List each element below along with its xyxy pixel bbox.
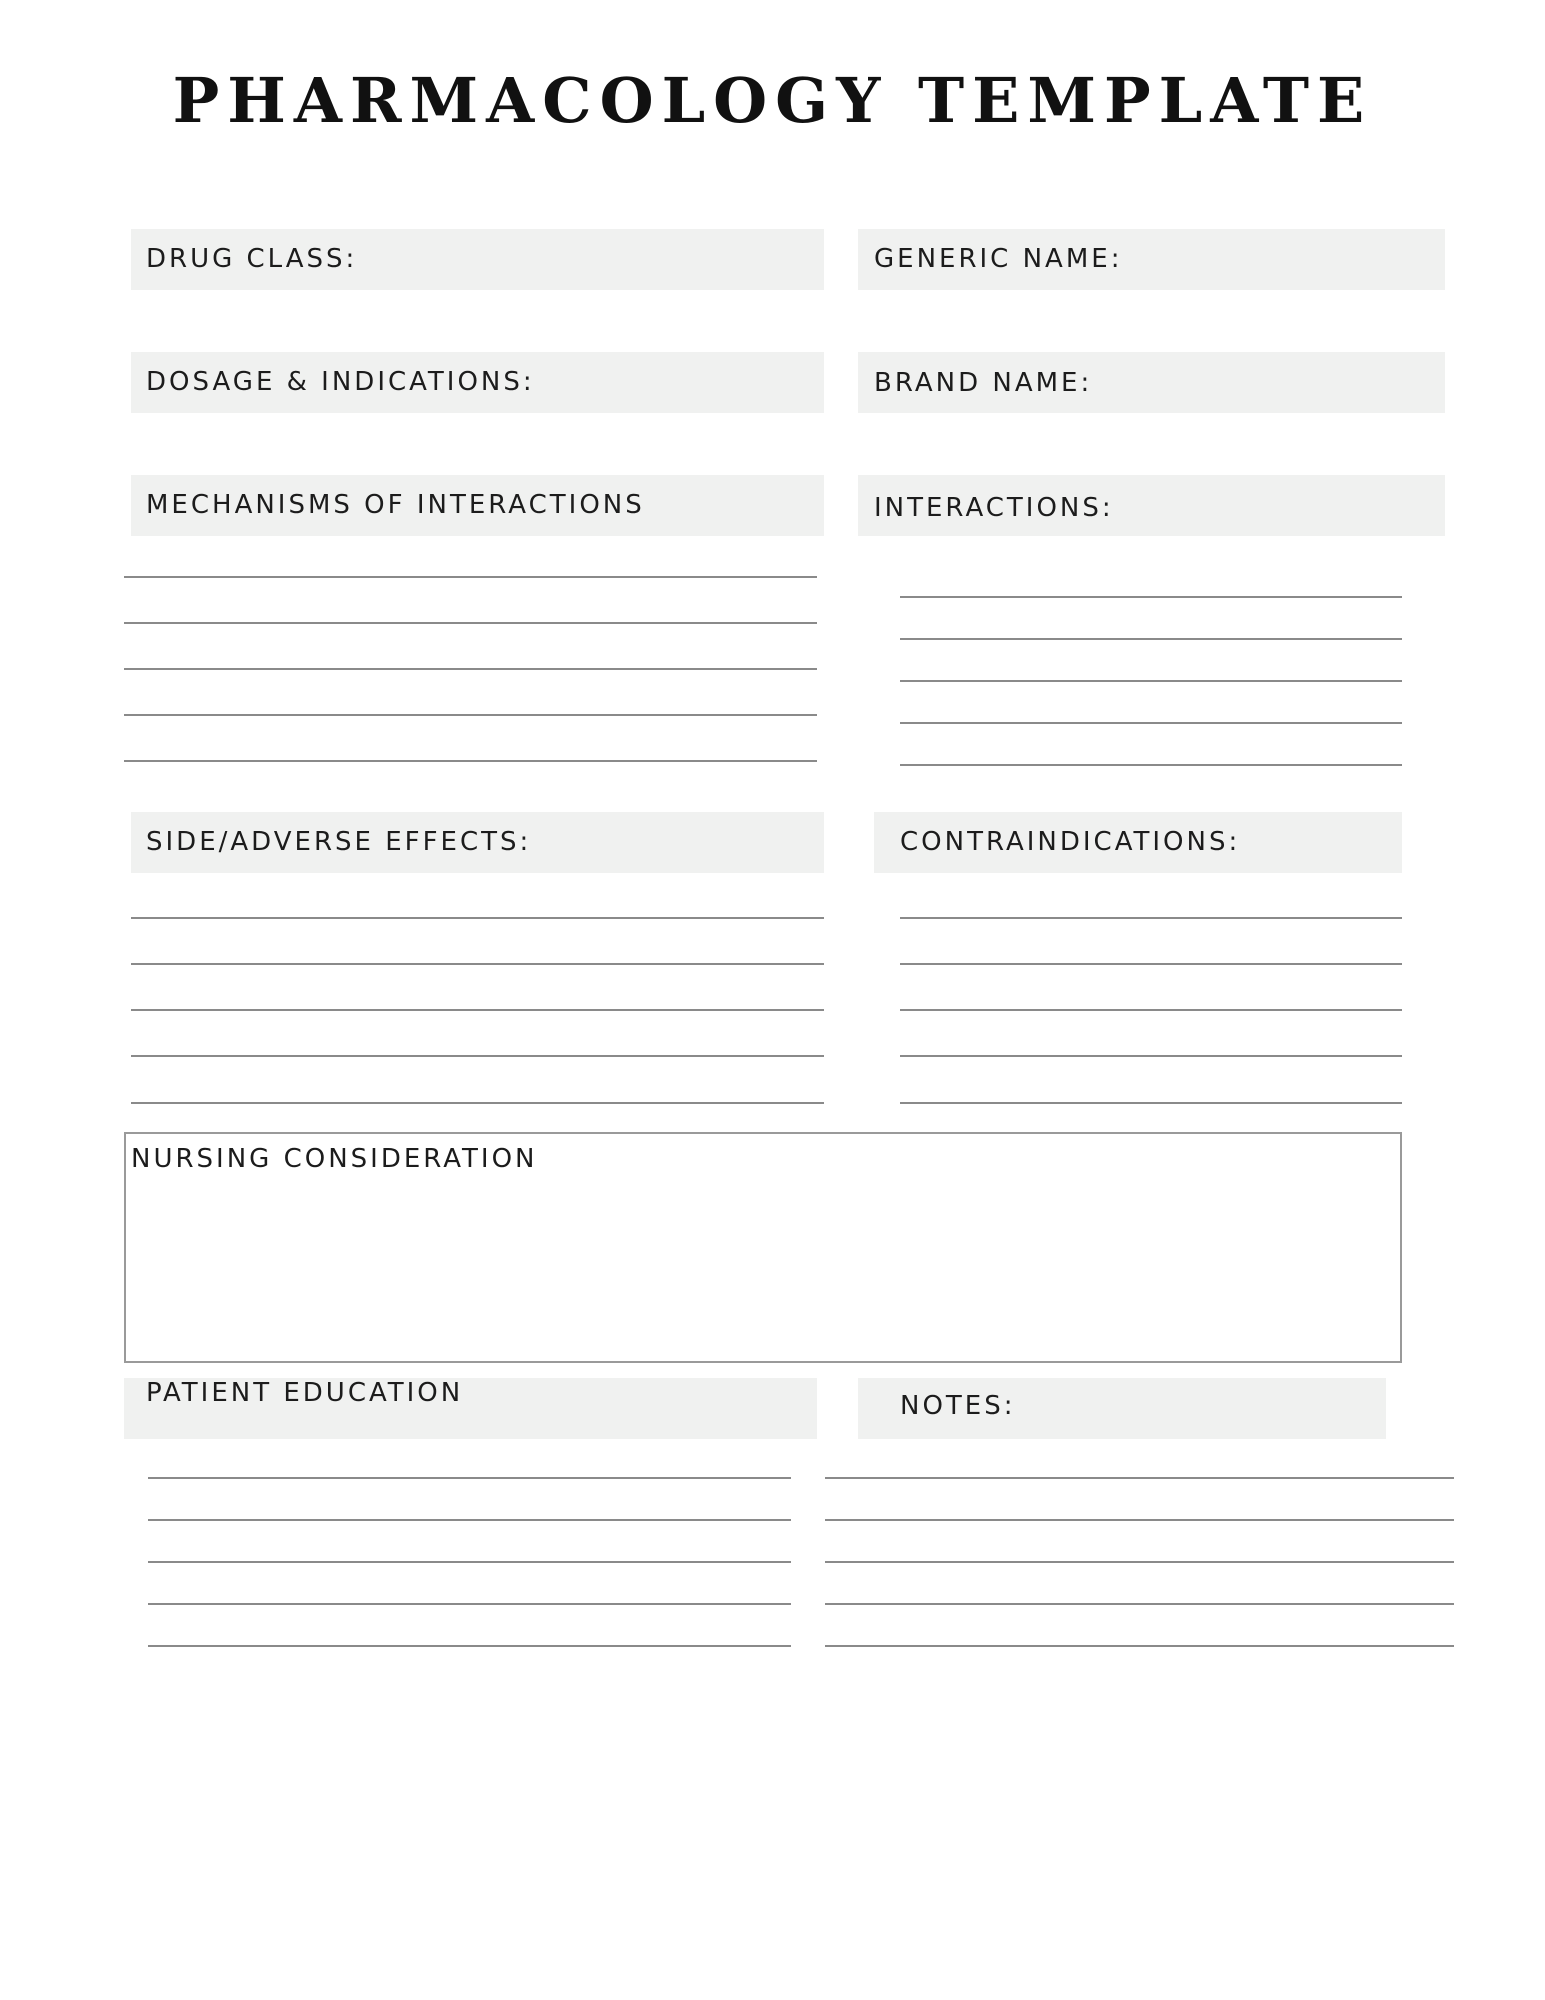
interactions-label: INTERACTIONS:	[874, 493, 1114, 523]
contraindications-write-line[interactable]	[900, 1102, 1402, 1104]
patient-education-write-line[interactable]	[148, 1561, 791, 1563]
notes-write-line[interactable]	[825, 1477, 1454, 1479]
interactions-write-line[interactable]	[900, 638, 1402, 640]
mechanisms-write-line[interactable]	[124, 576, 817, 578]
contraindications-write-line[interactable]	[900, 917, 1402, 919]
patient-education-write-line[interactable]	[148, 1519, 791, 1521]
contraindications-label: CONTRAINDICATIONS:	[900, 827, 1241, 857]
side-effects-write-line[interactable]	[131, 1102, 824, 1104]
side-effects-write-line[interactable]	[131, 1009, 824, 1011]
notes-write-line[interactable]	[825, 1561, 1454, 1563]
side-effects-write-line[interactable]	[131, 917, 824, 919]
side-effects-label: SIDE/ADVERSE EFFECTS:	[146, 827, 532, 857]
interactions-write-line[interactable]	[900, 680, 1402, 682]
interactions-write-line[interactable]	[900, 596, 1402, 598]
contraindications-write-line[interactable]	[900, 963, 1402, 965]
mechanisms-write-line[interactable]	[124, 760, 817, 762]
dosage-indications-label: DOSAGE & INDICATIONS:	[146, 367, 535, 397]
patient-education-write-line[interactable]	[148, 1477, 791, 1479]
contraindications-write-line[interactable]	[900, 1055, 1402, 1057]
side-effects-write-line[interactable]	[131, 963, 824, 965]
interactions-write-line[interactable]	[900, 764, 1402, 766]
patient-education-write-line[interactable]	[148, 1645, 791, 1647]
mechanisms-label: MECHANISMS OF INTERACTIONS	[146, 490, 645, 520]
mechanisms-write-line[interactable]	[124, 714, 817, 716]
patient-education-write-line[interactable]	[148, 1603, 791, 1605]
patient-education-label: PATIENT EDUCATION	[146, 1378, 464, 1408]
side-effects-write-line[interactable]	[131, 1055, 824, 1057]
contraindications-write-line[interactable]	[900, 1009, 1402, 1011]
interactions-write-line[interactable]	[900, 722, 1402, 724]
generic-name-label: GENERIC NAME:	[874, 244, 1123, 274]
mechanisms-write-line[interactable]	[124, 622, 817, 624]
nursing-consideration-label: NURSING CONSIDERATION	[131, 1144, 538, 1174]
notes-write-line[interactable]	[825, 1603, 1454, 1605]
mechanisms-write-line[interactable]	[124, 668, 817, 670]
notes-label: NOTES:	[900, 1391, 1016, 1421]
notes-write-line[interactable]	[825, 1645, 1454, 1647]
notes-write-line[interactable]	[825, 1519, 1454, 1521]
page-title: PHARMACOLOGY TEMPLATE	[172, 64, 1373, 137]
drug-class-label: DRUG CLASS:	[146, 244, 358, 274]
brand-name-label: BRAND NAME:	[874, 368, 1093, 398]
